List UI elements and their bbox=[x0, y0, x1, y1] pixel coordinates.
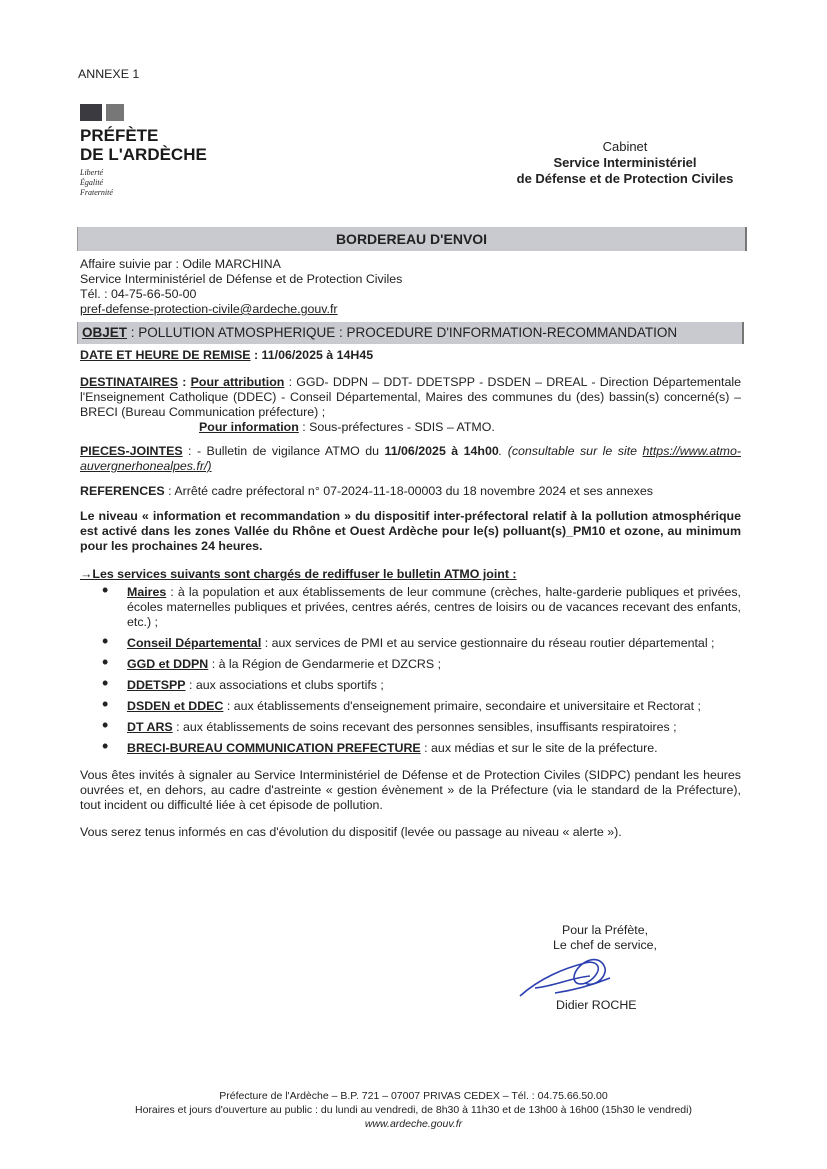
service-name: DDETSPP bbox=[127, 678, 186, 692]
service-item bbox=[102, 720, 741, 735]
service-item bbox=[102, 678, 741, 693]
signature-line2: Le chef de service, bbox=[552, 938, 657, 952]
service-text: : aux établissements d'enseignement primaire, secondaire et universitaire et Rectorat ; bbox=[223, 699, 701, 713]
object-text: : POLLUTION ATMOSPHERIQUE : PROCEDURE D'INFORMATION-RECOMMANDATION bbox=[127, 325, 678, 340]
contact-phone: Tél. : 04-75-66-50-00 bbox=[80, 287, 197, 301]
services-list bbox=[102, 585, 741, 756]
references-text: : Arrêté cadre préfectoral n° 07-2024-11-18-00003 du 18 novembre 2024 et ses annexes bbox=[164, 484, 653, 498]
document-title: BORDEREAU D'ENVOI bbox=[77, 227, 747, 251]
service-name: Conseil Départemental bbox=[127, 636, 262, 650]
service-name: GGD et DDPN bbox=[127, 657, 209, 671]
attachments bbox=[80, 444, 741, 474]
date-value: : 11/06/2025 à 14H45 bbox=[250, 348, 374, 362]
date-label: DATE ET HEURE DE REMISE bbox=[80, 348, 251, 362]
service-item bbox=[102, 657, 741, 672]
logo-line2: DE L'ARDÈCHE bbox=[80, 145, 207, 164]
object-label: OBJET bbox=[82, 325, 128, 340]
handwritten-signature bbox=[515, 948, 615, 1003]
references bbox=[80, 484, 741, 499]
service-text: : aux services de PMI et au service gestionnaire du réseau routier départemental ; bbox=[261, 636, 715, 650]
service-item bbox=[102, 636, 741, 651]
service-line2: de Défense et de Protection Civiles bbox=[516, 171, 734, 186]
service-name: BRECI-BUREAU COMMUNICATION PREFECTURE bbox=[127, 741, 421, 755]
references-label: REFERENCES bbox=[80, 484, 165, 498]
contact-email-link[interactable]: pref-defense-protection-civile@ardeche.gouv.fr bbox=[80, 302, 338, 316]
information-text: : Sous-préfectures - SDIS – ATMO. bbox=[298, 420, 495, 434]
service-item bbox=[102, 585, 741, 630]
service-text: : aux établissements de soins recevant des personnes sensibles, insuffisants respiratoires ; bbox=[172, 720, 677, 734]
invite-paragraph: Vous êtes invités à signaler au Service Interministériel de Défense et de Protection Civiles (SIDPC) pendant les heures ouvrées et, en dehors, au cadre d'astreinte « gestion évènement » de la Préfecture (via le standard de la Préfecture), tout incident ou difficulté liée à cet épisode de pollution. bbox=[80, 768, 741, 812]
annex-label: ANNEXE 1 bbox=[78, 67, 140, 81]
body bbox=[80, 348, 741, 840]
service-item bbox=[102, 741, 741, 756]
service-name: Maires bbox=[127, 585, 167, 599]
atmo-link[interactable]: https://www.atmo-auvergnerhonealpes.fr/) bbox=[80, 444, 741, 473]
attachments-note: . (consultable sur le site bbox=[498, 444, 643, 458]
service-item bbox=[102, 699, 741, 714]
signatory-name: Didier ROCHE bbox=[556, 998, 637, 1012]
prefecture-logo bbox=[80, 104, 207, 198]
service-name: DT ARS bbox=[127, 720, 173, 734]
service-text: : aux médias et sur le site de la préfecture. bbox=[420, 741, 658, 755]
attribution-label: Pour attribution bbox=[190, 375, 285, 389]
motto-egalite: Égalité bbox=[80, 178, 104, 187]
cabinet: Cabinet bbox=[602, 139, 648, 154]
services-heading: →Les services suivants sont chargés de rediffuser le bulletin ATMO joint : bbox=[80, 567, 517, 581]
footer-hours: Horaires et jours d'ouverture au public : du lundi au vendredi, de 8h30 à 11h30 et de 13h00 à 16h00 (15h30 le vendredi) bbox=[135, 1104, 692, 1116]
attribution-text: : GGD- DDPN – DDT- DDETSPP - DSDEN – DREAL - Direction Départementale l'Enseignement Catholique (DDEC) - Conseil Départemental, Maires des communes du (des) bassin(s) concerné(s) – BRECI (Bureau Communication préfecture) ; bbox=[80, 375, 741, 419]
informed-paragraph: Vous serez tenus informés en cas d'évolution du dispositif (levée ou passage au niveau « alerte »). bbox=[80, 825, 622, 839]
recipients-sep: : bbox=[177, 375, 191, 389]
footer bbox=[0, 1089, 827, 1131]
service-text: : à la population et aux établissements de leur commune (crèches, halte-garderie publiques et privées, écoles maternelles publiques et privées, centres aérés, centres de loisirs ou de vacances recevant des enfants, etc.) ; bbox=[127, 585, 741, 629]
object-bar bbox=[77, 322, 744, 344]
footer-address: Préfecture de l'Ardèche – B.P. 721 – 07007 PRIVAS CEDEX – Tél. : 04.75.66.50.00 bbox=[219, 1090, 608, 1102]
marianne-icon bbox=[80, 104, 124, 121]
contact-block bbox=[80, 257, 402, 317]
activation-paragraph: Le niveau « information et recommandation » du dispositif inter-préfectoral relatif à la pollution atmosphérique est activé dans les zones Vallée du Rhône et Ouest Ardèche pour le(s) polluant(s)_PM10 et ozone, au minimum pour les prochaines 24 heures. bbox=[80, 509, 741, 553]
information-label: Pour information bbox=[199, 420, 299, 434]
service-name: DSDEN et DDEC bbox=[127, 699, 224, 713]
service-line1: Service Interministériel bbox=[553, 155, 697, 170]
followed-by: Affaire suivie par : Odile MARCHINA bbox=[80, 257, 281, 271]
footer-website-link[interactable]: www.ardeche.gouv.fr bbox=[364, 1118, 463, 1130]
service-text: : aux associations et clubs sportifs ; bbox=[185, 678, 384, 692]
recipients-label: DESTINATAIRES bbox=[80, 375, 178, 389]
attachments-label: PIECES-JOINTES bbox=[80, 444, 183, 458]
recipients bbox=[80, 375, 741, 435]
sender-block bbox=[480, 139, 770, 187]
logo-line1: PRÉFÈTE bbox=[80, 126, 159, 145]
service-text: : à la Région de Gendarmerie et DZCRS ; bbox=[208, 657, 442, 671]
motto-fraternite: Fraternité bbox=[80, 188, 113, 197]
signature-line1: Pour la Préfète, bbox=[561, 923, 649, 937]
motto-liberte: Liberté bbox=[80, 168, 104, 177]
attachments-date: 11/06/2025 à 14h00 bbox=[384, 444, 499, 458]
attachments-text: : - Bulletin de vigilance ATMO du bbox=[182, 444, 385, 458]
contact-service: Service Interministériel de Défense et de Protection Civiles bbox=[80, 272, 403, 286]
